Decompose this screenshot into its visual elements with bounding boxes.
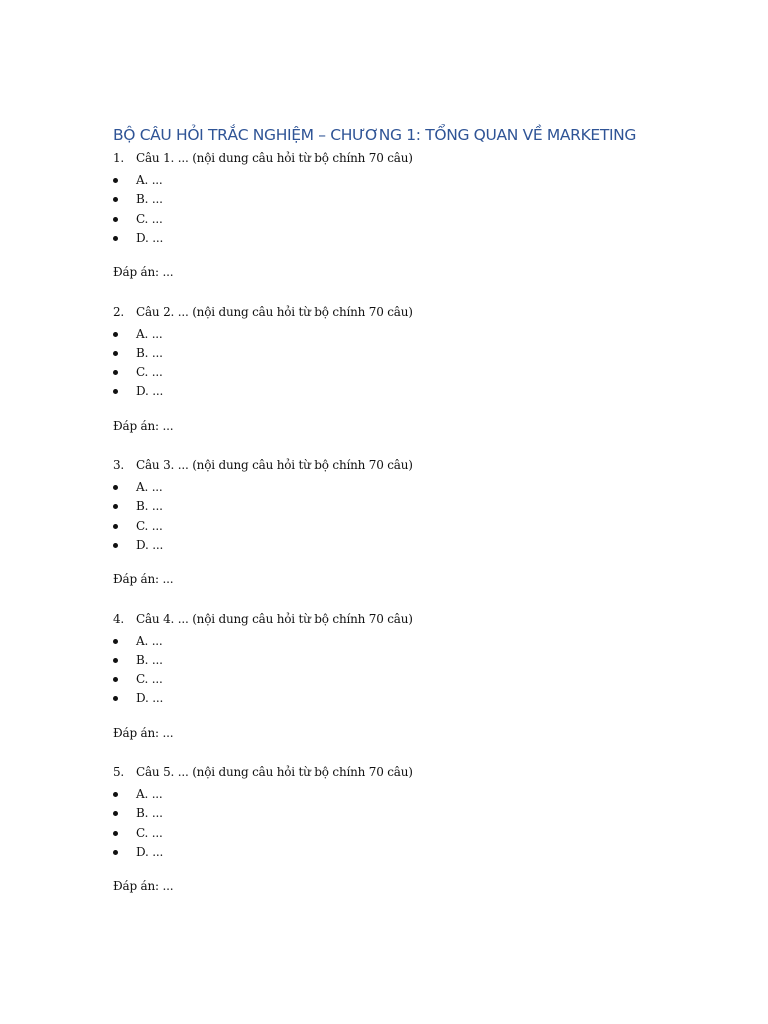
option-text: D. ... bbox=[136, 691, 164, 706]
question-text: Câu 1. ... (nội dung câu hỏi từ bộ chính 70 câu) bbox=[136, 151, 413, 165]
option-text: B. ... bbox=[136, 806, 163, 821]
question-line bbox=[113, 455, 673, 475]
question-block bbox=[113, 455, 673, 586]
option-text: C. ... bbox=[136, 365, 163, 380]
option-text: D. ... bbox=[136, 384, 164, 399]
bullet-icon bbox=[113, 639, 118, 644]
question-text: Câu 4. ... (nội dung câu hỏi từ bộ chính 70 câu) bbox=[136, 611, 413, 626]
option-text: A. ... bbox=[136, 480, 163, 494]
document-title: BỘ CÂU HỎI TRẮC NGHIỆM – CHƯƠNG 1: TỔNG QUAN VỀ MARKETING bbox=[113, 126, 637, 144]
option-text: B. ... bbox=[136, 499, 163, 514]
option-text: C. ... bbox=[136, 825, 163, 840]
bullet-icon bbox=[113, 696, 118, 701]
answer-line: Đáp án: ... bbox=[113, 265, 174, 279]
bullet-icon bbox=[113, 351, 118, 356]
option-text: A. ... bbox=[136, 173, 163, 187]
option-text: D. ... bbox=[136, 230, 164, 245]
bullet-icon bbox=[113, 658, 118, 663]
bullet-icon bbox=[113, 831, 118, 836]
option-text: C. ... bbox=[136, 518, 163, 533]
answer-line: Đáp án: ... bbox=[113, 418, 174, 433]
question-number: 5. bbox=[113, 765, 125, 779]
option-text: B. ... bbox=[136, 652, 163, 667]
question-block bbox=[113, 762, 673, 893]
question-text: Câu 2. ... (nội dung câu hỏi từ bộ chính 70 câu) bbox=[136, 304, 413, 319]
option-text: A. ... bbox=[136, 787, 163, 801]
bullet-icon bbox=[113, 792, 118, 797]
bullet-icon bbox=[113, 389, 118, 394]
bullet-icon bbox=[113, 811, 118, 816]
question-block bbox=[113, 148, 673, 279]
question-block bbox=[113, 609, 673, 740]
question-line bbox=[113, 609, 673, 629]
option-text: D. ... bbox=[136, 537, 164, 552]
bullet-icon bbox=[113, 217, 118, 222]
option-text: A. ... bbox=[136, 326, 163, 341]
question-number: 2. bbox=[113, 304, 125, 319]
bullet-icon bbox=[113, 178, 118, 183]
question-text: Câu 5. ... (nội dung câu hỏi từ bộ chính 70 câu) bbox=[136, 765, 413, 779]
option-text: C. ... bbox=[136, 211, 163, 226]
question-number: 1. bbox=[113, 151, 125, 165]
question-line bbox=[113, 302, 673, 322]
answer-line: Đáp án: ... bbox=[113, 725, 174, 740]
option-text: D. ... bbox=[136, 844, 164, 859]
option-text: B. ... bbox=[136, 192, 163, 207]
bullet-icon bbox=[113, 485, 118, 490]
bullet-icon bbox=[113, 197, 118, 202]
bullet-icon bbox=[113, 332, 118, 337]
question-line bbox=[113, 148, 673, 168]
question-line bbox=[113, 762, 673, 782]
bullet-icon bbox=[113, 504, 118, 509]
bullet-icon bbox=[113, 677, 118, 682]
question-number: 4. bbox=[113, 611, 125, 626]
option-text: C. ... bbox=[136, 672, 163, 687]
bullet-icon bbox=[113, 370, 118, 375]
option-text: B. ... bbox=[136, 345, 163, 360]
bullet-icon bbox=[113, 850, 118, 855]
option-text: A. ... bbox=[136, 633, 163, 648]
bullet-icon bbox=[113, 524, 118, 529]
bullet-icon bbox=[113, 543, 118, 548]
bullet-icon bbox=[113, 236, 118, 241]
question-number: 3. bbox=[113, 458, 125, 472]
question-block bbox=[113, 302, 673, 433]
question-text: Câu 3. ... (nội dung câu hỏi từ bộ chính 70 câu) bbox=[136, 458, 413, 472]
answer-line: Đáp án: ... bbox=[113, 879, 174, 893]
answer-line: Đáp án: ... bbox=[113, 572, 174, 586]
